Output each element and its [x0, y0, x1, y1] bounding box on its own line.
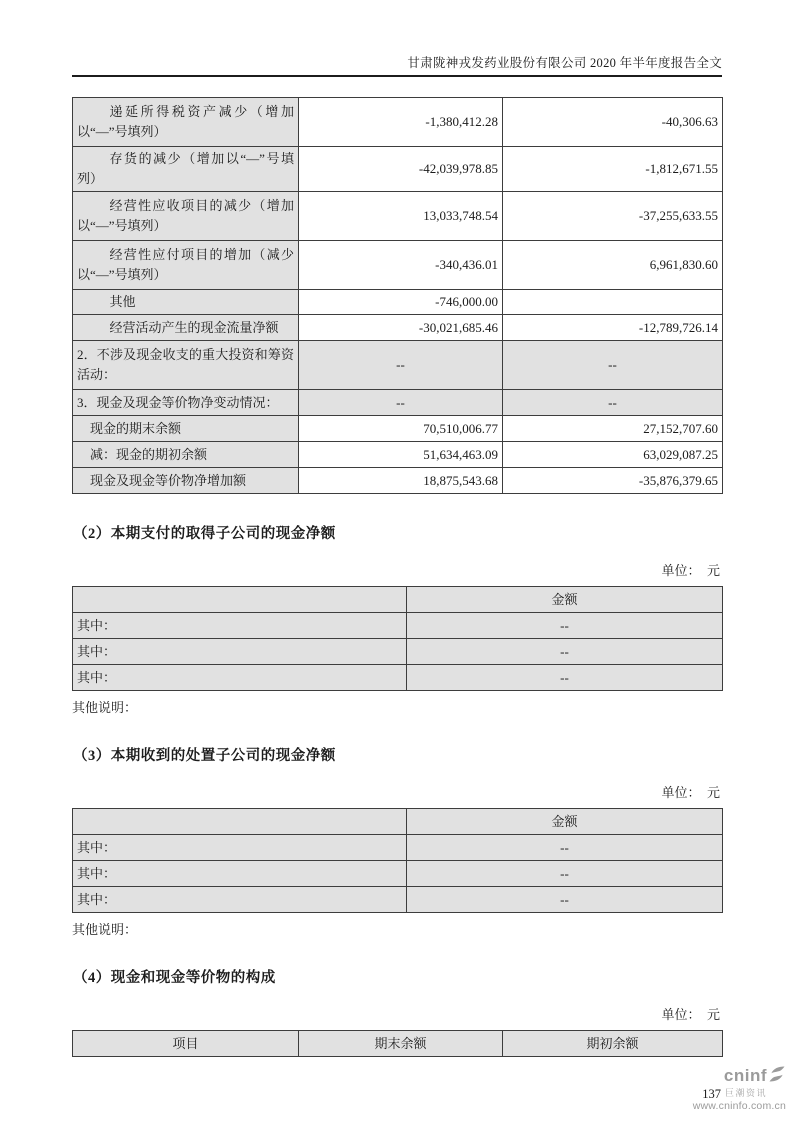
header-rule	[72, 75, 722, 77]
row-label: 存货的减少（增加以“—”号填列）	[73, 147, 299, 192]
prior-period-value: --	[503, 341, 723, 390]
table-row	[73, 390, 723, 416]
row-label: 其中：	[73, 613, 407, 639]
table-header-row	[73, 809, 723, 835]
table-row	[73, 147, 723, 192]
row-label: 经营性应付项目的增加（减少以“—”号填列）	[73, 241, 299, 290]
table-row	[73, 613, 723, 639]
unit-label: 单位： 元	[661, 563, 720, 579]
unit-label: 单位： 元	[661, 1007, 720, 1023]
row-label: 递延所得税资产减少（增加以“—”号填列）	[73, 98, 299, 147]
prior-period-value: 6,961,830.60	[503, 241, 723, 290]
current-period-value: -340,436.01	[299, 241, 503, 290]
report-title: 甘肃陇神戎发药业股份有限公司 2020 年半年度报告全文	[407, 56, 722, 70]
row-label: 其他	[73, 290, 299, 315]
item-column-header: 项目	[73, 1031, 299, 1057]
table-row	[73, 416, 723, 442]
row-label: 其中：	[73, 861, 407, 887]
current-period-value: 51,634,463.09	[299, 442, 503, 468]
empty-header-cell	[73, 587, 407, 613]
row-label: 经营活动产生的现金流量净额	[73, 315, 299, 341]
table-row	[73, 192, 723, 241]
cninfo-watermark	[693, 1065, 786, 1112]
amount-value: --	[407, 861, 723, 887]
page-number: 137	[702, 1087, 721, 1102]
disposed-subsidiary-cash-table	[72, 808, 723, 913]
page-content	[72, 0, 722, 1102]
cninfo-chinese-name: 巨潮资讯	[724, 1087, 767, 1098]
amount-value: --	[407, 639, 723, 665]
row-label: 其中：	[73, 835, 407, 861]
current-period-value: --	[299, 341, 503, 390]
prior-period-value: -1,812,671.55	[503, 147, 723, 192]
current-period-value: -30,021,685.46	[299, 315, 503, 341]
table-row	[73, 468, 723, 494]
table-row	[73, 835, 723, 861]
current-period-value: -746,000.00	[299, 290, 503, 315]
closing-balance-column-header: 期末余额	[299, 1031, 503, 1057]
table-row	[73, 290, 723, 315]
section-heading-cash-equivalents-composition: （4）现金和现金等价物的构成	[73, 970, 276, 987]
table-row	[73, 887, 723, 913]
cash-equivalents-composition-table	[72, 1030, 723, 1057]
cninfo-logo-row	[693, 1065, 786, 1087]
amount-value: --	[407, 665, 723, 691]
row-label: 其中：	[73, 887, 407, 913]
table-row	[73, 341, 723, 390]
prior-period-value: 63,029,087.25	[503, 442, 723, 468]
row-label: 2．不涉及现金收支的重大投资和筹资活动：	[73, 341, 299, 390]
cninfo-url: www.cninfo.com.cn	[692, 1099, 786, 1112]
table-row	[73, 315, 723, 341]
cninfo-swirl-icon	[768, 1065, 786, 1087]
acquired-subsidiary-cash-table	[72, 586, 723, 691]
table-header-row	[73, 1031, 723, 1057]
unit-label: 单位： 元	[661, 785, 720, 801]
table-row	[73, 241, 723, 290]
current-period-value: -42,039,978.85	[299, 147, 503, 192]
opening-balance-column-header: 期初余额	[503, 1031, 723, 1057]
table-header-row	[73, 587, 723, 613]
current-period-value: --	[299, 390, 503, 416]
table-row	[73, 442, 723, 468]
row-label: 3．现金及现金等价物净变动情况：	[73, 390, 299, 416]
prior-period-value: 27,152,707.60	[503, 416, 723, 442]
row-label: 其中：	[73, 639, 407, 665]
row-label: 减：现金的期初余额	[73, 442, 299, 468]
prior-period-value: -35,876,379.65	[503, 468, 723, 494]
document-header	[72, 0, 722, 77]
prior-period-value: --	[503, 390, 723, 416]
amount-value: --	[407, 887, 723, 913]
current-period-value: 70,510,006.77	[299, 416, 503, 442]
row-label: 经营性应收项目的减少（增加以“—”号填列）	[73, 192, 299, 241]
cninfo-brand-text: cninf	[723, 1066, 767, 1085]
amount-column-header: 金额	[407, 809, 723, 835]
table-row	[73, 665, 723, 691]
row-label: 其中：	[73, 665, 407, 691]
current-period-value: -1,380,412.28	[299, 98, 503, 147]
empty-header-cell	[73, 809, 407, 835]
prior-period-value: -37,255,633.55	[503, 192, 723, 241]
prior-period-value: -12,789,726.14	[503, 315, 723, 341]
cash-flow-supplement-table	[72, 97, 723, 494]
other-notes-label: 其他说明：	[72, 922, 138, 938]
row-label: 现金的期末余额	[73, 416, 299, 442]
current-period-value: 18,875,543.68	[299, 468, 503, 494]
amount-column-header: 金额	[407, 587, 723, 613]
current-period-value: 13,033,748.54	[299, 192, 503, 241]
section-heading-acquired-subsidiary-cash: （2）本期支付的取得子公司的现金净额	[73, 526, 336, 543]
table-row	[73, 98, 723, 147]
other-notes-label: 其他说明：	[72, 700, 138, 716]
prior-period-value	[503, 290, 723, 315]
row-label: 现金及现金等价物净增加额	[73, 468, 299, 494]
amount-value: --	[407, 613, 723, 639]
prior-period-value: -40,306.63	[503, 98, 723, 147]
section-heading-disposed-subsidiary-cash: （3）本期收到的处置子公司的现金净额	[73, 748, 336, 765]
table-row	[73, 861, 723, 887]
table-row	[73, 639, 723, 665]
amount-value: --	[407, 835, 723, 861]
